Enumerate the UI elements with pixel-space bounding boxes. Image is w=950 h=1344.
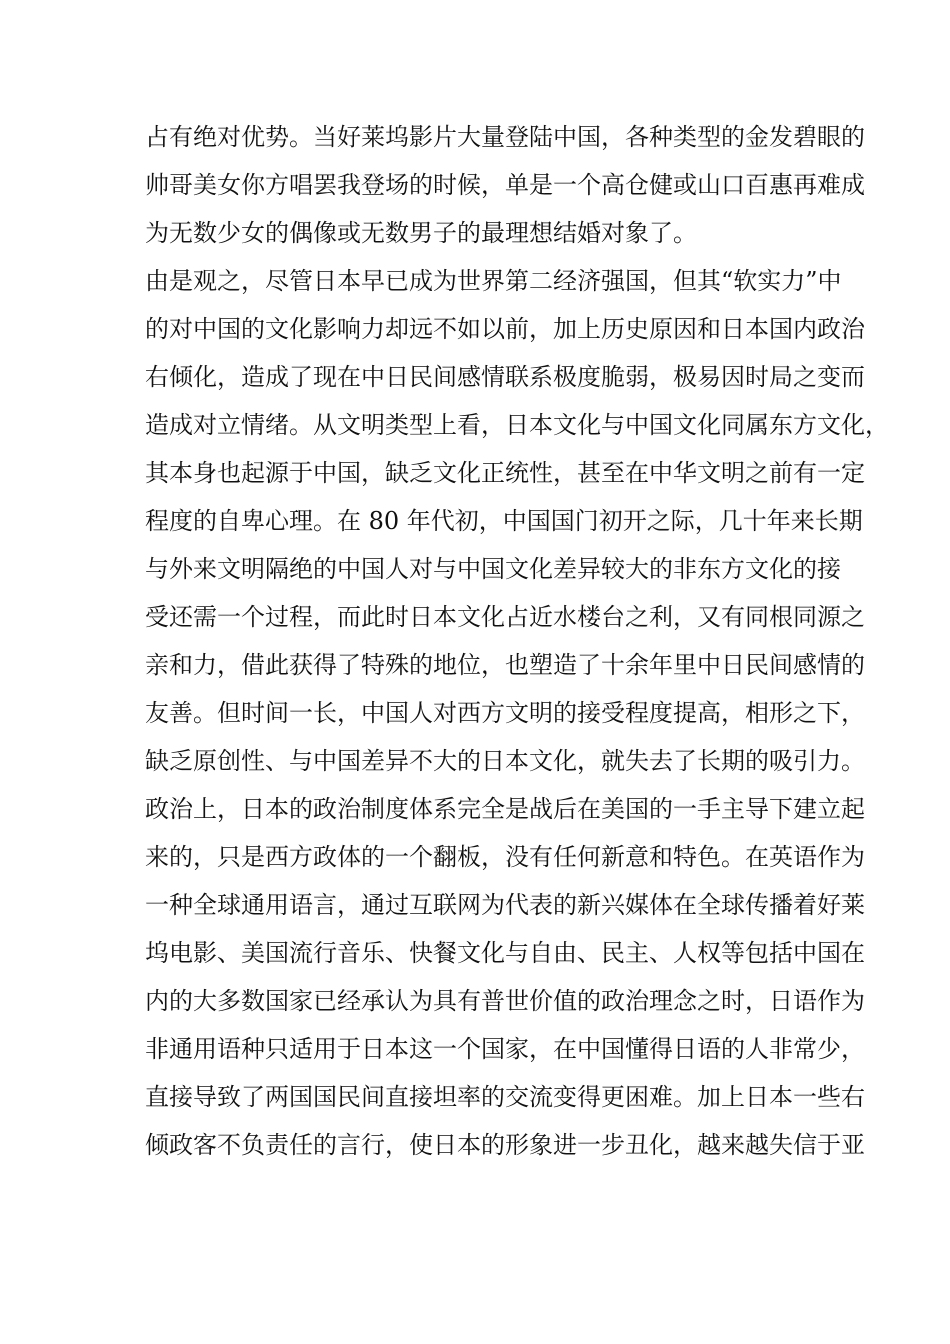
text-line: 的对中国的文化影响力却远不如以前，加上历史原因和日本国内政治 [145, 315, 865, 343]
text-line: 内的大多数国家已经承认为具有普世价值的政治理念之时，日语作为 [145, 987, 865, 1015]
text-line: 与外来文明隔绝的中国人对与中国文化差异较大的非东方文化的接 [145, 555, 841, 583]
text-line: 亲和力，借此获得了特殊的地位，也塑造了十余年里中日民间感情的 [145, 651, 865, 679]
text-line: 为无数少女的偶像或无数男子的最理想结婚对象了。 [145, 219, 697, 247]
text-line: 缺乏原创性、与中国差异不大的日本文化，就失去了长期的吸引力。 [145, 747, 865, 775]
text-line: 程度的自卑心理。在 80 年代初，中国国门初开之际，几十年来长期 [145, 507, 863, 535]
text-line: 其本身也起源于中国，缺乏文化正统性，甚至在中华文明之前有一定 [145, 459, 865, 487]
text-line: 占有绝对优势。当好莱坞影片大量登陆中国，各种类型的金发碧眼的 [145, 123, 865, 151]
text-line: 非通用语种只适用于日本这一个国家，在中国懂得日语的人非常少， [145, 1035, 865, 1063]
text-line: 政治上，日本的政治制度体系完全是战后在美国的一手主导下建立起 [145, 795, 865, 823]
text-line: 一种全球通用语言，通过互联网为代表的新兴媒体在全球传播着好莱 [145, 891, 865, 919]
text-line: 造成对立情绪。从文明类型上看，日本文化与中国文化同属东方文化， [145, 411, 889, 439]
text-line: 由是观之，尽管日本早已成为世界第二经济强国，但其“软实力”中 [145, 267, 842, 295]
text-line: 帅哥美女你方唱罢我登场的时候，单是一个高仓健或山口百惠再难成 [145, 171, 865, 199]
text-line: 直接导致了两国国民间直接坦率的交流变得更困难。加上日本一些右 [145, 1083, 865, 1111]
text-line: 坞电影、美国流行音乐、快餐文化与自由、民主、人权等包括中国在 [145, 939, 865, 967]
text-line: 友善。但时间一长，中国人对西方文明的接受程度提高，相形之下， [145, 699, 865, 727]
text-line: 来的，只是西方政体的一个翻板，没有任何新意和特色。在英语作为 [145, 843, 865, 871]
text-line: 受还需一个过程，而此时日本文化占近水楼台之利，又有同根同源之 [145, 603, 865, 631]
text-line: 倾政客不负责任的言行，使日本的形象进一步丑化，越来越失信于亚 [145, 1131, 865, 1159]
body-text [145, 113, 889, 1169]
text-line: 右倾化，造成了现在中日民间感情联系极度脆弱，极易因时局之变而 [145, 363, 865, 391]
